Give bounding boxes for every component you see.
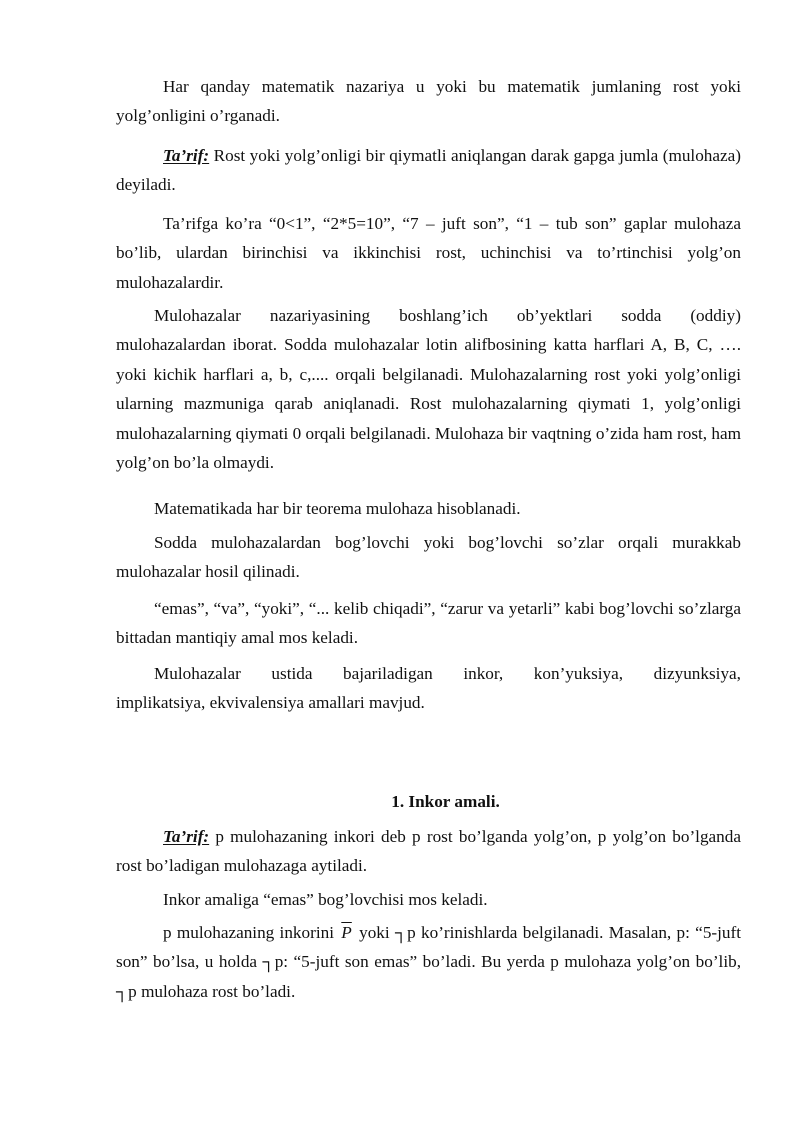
notation-after: yoki ┐p ko’rinishlarda belgilanadi. Masalan, p: “5-juft son” bo’lsa, u holda ┐p: “5-juft son emas” bo’ladi. Bu yerda p mulohaza yolg’on bo’lib, ┐p mulohaza rost bo’ladi. [116,923,741,1001]
word: boshlang’ich [399,306,488,325]
negation-notation-paragraph [116,918,741,1006]
word: Mulohazalar [154,306,241,325]
connectives-paragraph: “emas”, “va”, “yoki”, “... kelib chiqadi”, “zarur va yetarli” kabi bog’lovchi so’zlarga bittadan mantiqiy amal mos keladi. [116,599,741,648]
negation-connective-paragraph: Inkor amaliga “emas” bog’lovchisi mos keladi. [163,890,488,909]
word: (oddiy) [690,306,741,325]
intro-paragraph: Har qanday matematik nazariya u yoki bu matematik jumlaning rost yoki yolg’onligini o’rganadi. [116,77,741,126]
operations-first-line [116,659,741,688]
word: ustida [271,664,313,683]
notation-before: p mulohazaning inkorini [163,923,340,942]
word: Mulohazalar [154,664,241,683]
negation-definition-paragraph [116,822,741,881]
operations-paragraph [116,659,741,718]
definition-text: Rost yoki yolg’onligi bir qiymatli aniqlangan darak gapga jumla (mulohaza) deyiladi. [116,146,741,195]
section-heading: 1. Inkor amali. [391,792,500,811]
negation-definition-label: Ta’rif: [163,827,210,846]
word: nazariyasining [269,306,371,325]
compound-paragraph: Sodda mulohazalardan bog’lovchi yoki bog’lovchi so’zlar orqali murakkab mulohazalar hosil qilinadi. [116,533,741,582]
objects-rest: mulohazalardan iborat. Sodda mulohazalar lotin alifbosining katta harflari A, B, C, …. yoki kichik harflari a, b, c,.... orqali belgilanadi. Mulohazalarning rost yoki yolg’onligi ularning mazmuniga qarab aniqlanadi. Rost mulohazalarning qiymati 1, yolg’onligi mulohazalarning qiymati 0 orqali belgilanadi. Mulohaza bir vaqtning o’zida ham rost, ham yolg’on bo’la olmaydi. [116,335,741,473]
word: bajariladigan [343,664,433,683]
objects-paragraph [116,301,741,477]
operations-rest: implikatsiya, ekvivalensiya amallari mavjud. [116,693,425,713]
word: kon’yuksiya, [533,664,624,683]
word: dizyunksiya, [653,664,741,683]
definition-label: Ta’rif: [163,146,210,165]
p-bar-symbol: $\overline{P}$ [341,923,352,942]
examples-paragraph: Ta’rifga ko’ra “0<1”, “2*5=10”, “7 – juft son”, “1 – tub son” gaplar mulohaza bo’lib, ulardan birinchisi va ikkinchisi rost, uchinchisi va to’rtinchisi yolg’on mulohazalardir. [116,214,741,292]
objects-first-line [116,301,741,330]
negation-definition-text: p mulohazaning inkori deb p rost bo’lganda yolg’on, p yolg’on bo’lganda rost bo’ladigan mulohazaga aytiladi. [116,827,741,876]
word: inkor, [463,664,504,683]
theorem-paragraph: Matematikada har bir teorema mulohaza hisoblanadi. [154,499,521,518]
word: ob’yektlari [516,306,593,325]
word: sodda [621,306,662,325]
definition-paragraph [116,141,741,200]
